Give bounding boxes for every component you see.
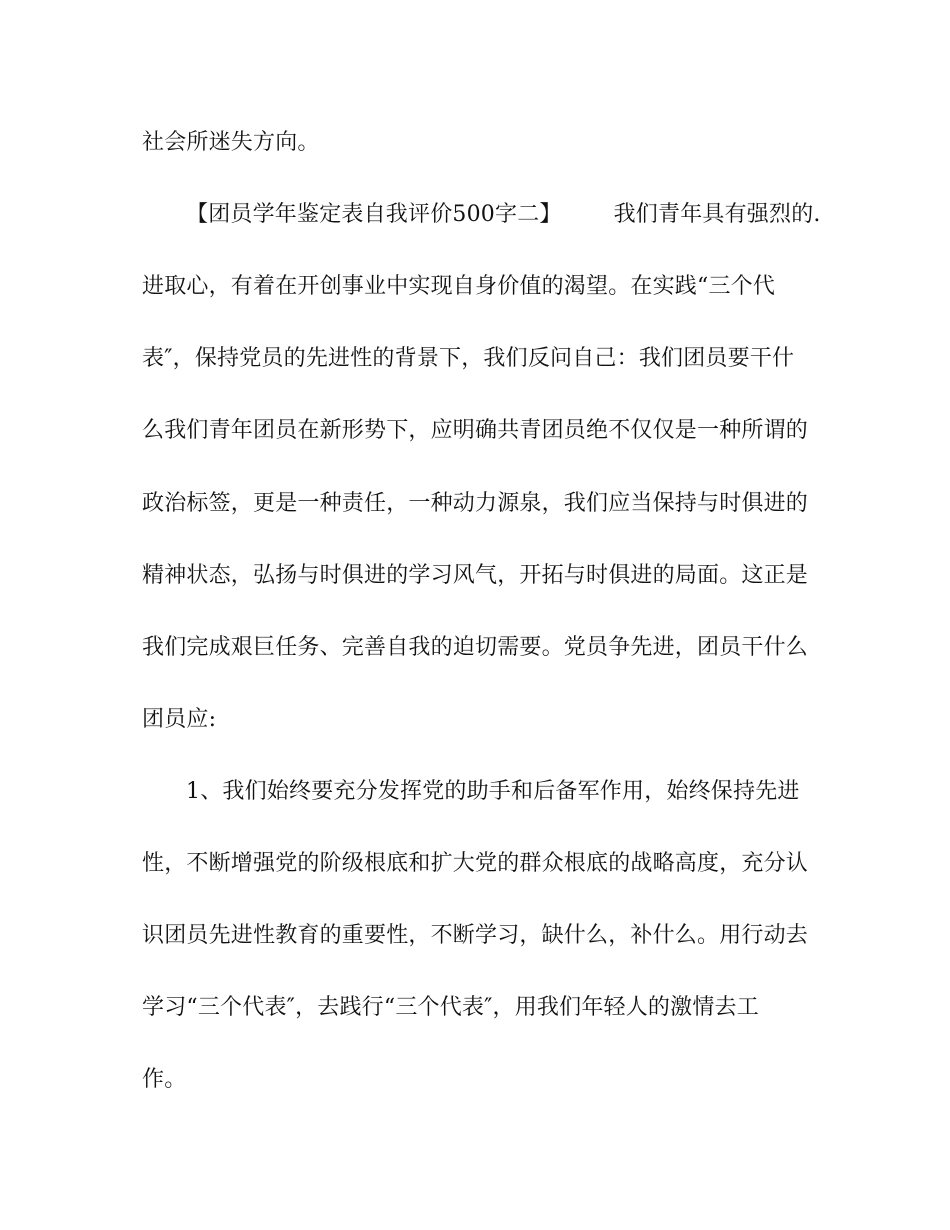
text-line: 识团员先进性教育的重要性，不断学习，缺什么，补什么。用行动去 (142, 923, 809, 948)
text-line: 精神状态，弘扬与时俱进的学习风气，开拓与时俱进的局面。这正是 (142, 563, 809, 588)
section-heading: 【团员学年鉴定表自我评价500字二】 (186, 202, 562, 227)
text-line: 么我们青年团员在新形势下，应明确共青团员绝不仅仅是一种所谓的 (142, 418, 809, 443)
text-line: 社会所迷失方向。 (142, 130, 320, 155)
text-line: 作。 (142, 1067, 187, 1092)
text-line: 团员应: (142, 707, 217, 732)
text-line: 性，不断增强党的阶级根底和扩大党的群众根底的战略高度，充分认 (142, 851, 809, 876)
text-line: 表″，保持党员的先进性的背景下，我们反问自己：我们团员要干什 (142, 346, 795, 371)
text-line: 学习“三个代表″，去践行“三个代表″，用我们年轻人的激情去工 (142, 995, 759, 1020)
text-line: 1、我们始终要充分发挥党的助手和后备军作用，始终保持先进 (186, 779, 800, 804)
text-line: 进取心，有着在开创事业中实现自身价值的渴望。在实践“三个代 (142, 274, 776, 299)
text-run: 我们青年具有强烈的. (613, 202, 821, 227)
section-heading-line (186, 200, 821, 230)
text-line: 政治标签，更是一种责任，一种动力源泉，我们应当保持与时俱进的 (142, 491, 809, 516)
text-line: 我们完成艰巨任务、完善自我的迫切需要。党员争先进，团员干什么 (142, 635, 809, 660)
